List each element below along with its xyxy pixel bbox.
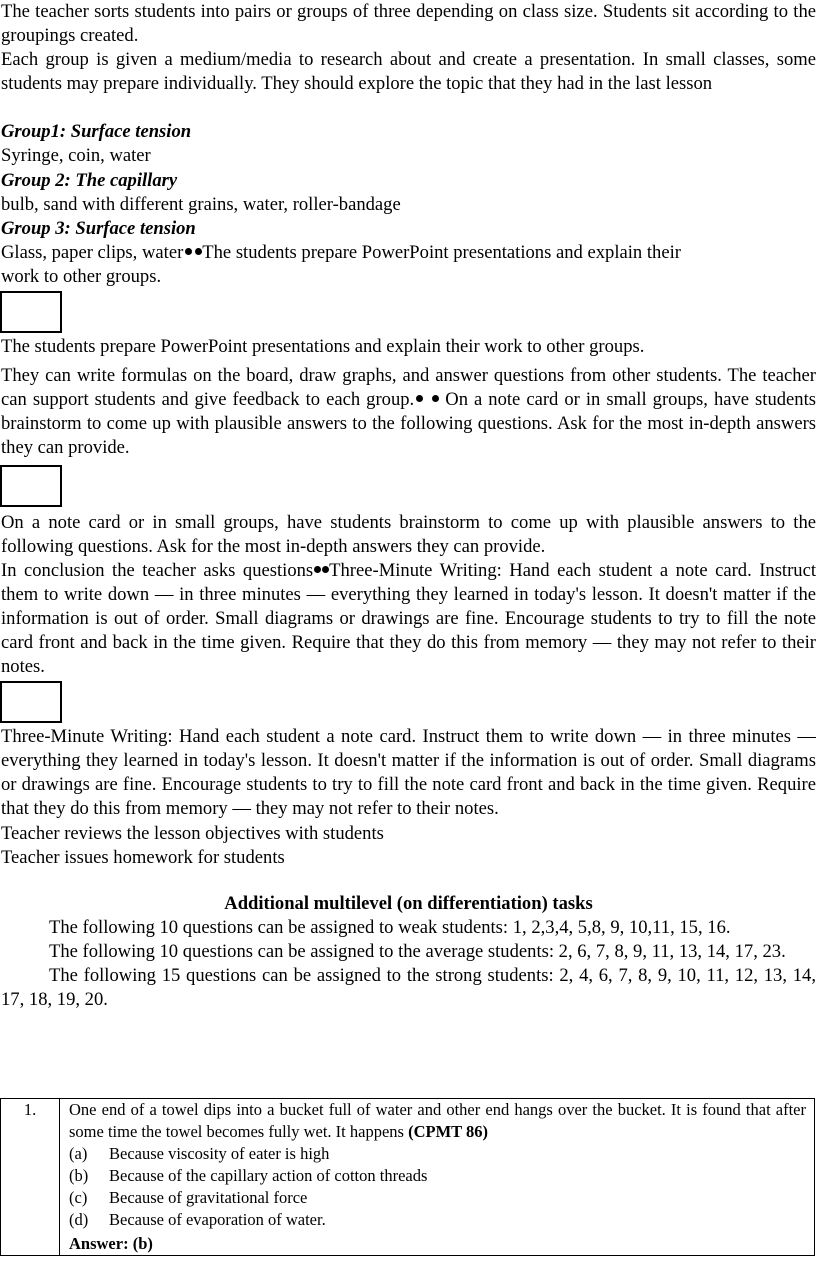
group-3-items: Glass, paper clips, water (1, 241, 184, 263)
table-row (1, 1099, 815, 1256)
answer-line: Answer: (b) (69, 1234, 153, 1253)
step3-paragraph: Three-Minute Writing: Hand each student a note card. Instruct them to write down — in three minutes — everything they learned in today's lesson. It doesn't matter if the information is out of order. Small diagrams or drawings are fine. Encourage students to try to fill the note card front and back in the time given. Require that they do this from memory — they may not refer to their notes. (1, 726, 816, 820)
option-a (69, 1143, 806, 1165)
option-text: Because of gravitational force (109, 1188, 308, 1207)
empty-image-box (0, 465, 62, 507)
group-2-items: bulb, sand with different grains, water, roller-bandage (1, 193, 401, 215)
group-3-items-line (0, 241, 816, 265)
option-text: Because of the capillary action of cotton threads (109, 1166, 428, 1185)
option-c (69, 1187, 806, 1209)
conclusion-a: In conclusion the teacher asks questions (1, 559, 314, 581)
intro-paragraph-2: Each group is given a medium/media to research about and create a presentation. In small classes, some students may prepare individually. They should explore the topic that they had in the last lesson (1, 49, 816, 95)
intro-paragraph-1: The teacher sorts students into pairs or groups of three depending on class size. Students sit according to the groupings created. (1, 1, 816, 47)
option-label: (b) (69, 1166, 89, 1185)
empty-image-box (0, 681, 62, 723)
weak-students-line: The following 10 questions can be assigned to weak students: 1, 2,3,4, 5,8, 9, 10,11, 15, 16. (49, 916, 731, 938)
group-3-tail: The students prepare PowerPoint presentations and explain their (202, 241, 681, 263)
conclusion-paragraph (0, 559, 816, 679)
question-table (0, 1098, 815, 1256)
step2-paragraph: On a note card or in small groups, have students brainstorm to come up with plausible answers to the following questions. Ask for the most in-depth answers they can provide. (1, 511, 816, 557)
option-b (69, 1165, 806, 1187)
question-text-block (69, 1099, 806, 1143)
bullet-icon (416, 395, 423, 402)
question-text: One end of a towel dips into a bucket full of water and other end hangs over the bucket. It is found that after some time the towel becomes fully wet. It happens (69, 1100, 806, 1141)
review-line: Teacher reviews the lesson objectives with students (1, 822, 384, 844)
option-d (69, 1209, 806, 1231)
group-3-tail-line-2: work to other groups. (1, 265, 162, 287)
question-source: (CPMT 86) (408, 1122, 488, 1141)
group-1-items: Syringe, coin, water (1, 145, 151, 167)
question-number: 1. (1, 1099, 60, 1256)
group-1-title: Group1: Surface tension (1, 121, 192, 143)
question-body (60, 1099, 815, 1256)
conclusion-b: Three-Minute Writing: Hand each student a note card. Instruct them to write down — in three minutes — everything they learned in today's lesson. It doesn't matter if the information is out of order. Small diagrams or drawings are fine. Encourage students to try to fill the note card front and back in the time given. Require that they do this from memory — they may not refer to their notes. (1, 559, 816, 678)
additional-heading: Additional multilevel (on differentiation) tasks (224, 892, 593, 914)
homework-line: Teacher issues homework for students (1, 846, 285, 868)
step1-paragraph (0, 364, 816, 460)
bullet-icon (314, 566, 321, 573)
option-label: (c) (69, 1188, 88, 1207)
spacer (0, 96, 816, 120)
step1-paragraph-b: On a note card or in small groups, have students brainstorm to come up with plausible answers to the following questions. Ask for the most in-depth answers they can provide. (1, 389, 816, 459)
empty-image-box (0, 291, 62, 333)
bullet-icon (185, 248, 192, 255)
option-text: Because of evaporation of water. (109, 1210, 326, 1229)
step1-paragraph-a: They can write formulas on the board, draw graphs, and answer questions from other students. The teacher can support students and give feedback to each group. (1, 365, 816, 411)
average-students-line: The following 10 questions can be assigned to the average students: 2, 6, 7, 8, 9, 11, 13, 14, 17, 23. (49, 940, 786, 962)
bullet-icon (432, 395, 439, 402)
option-label: (a) (69, 1144, 88, 1163)
option-label: (d) (69, 1210, 89, 1229)
strong-students-line: The following 15 questions can be assigned to the strong students: 2, 4, 6, 7, 8, 9, 10, 11, 12, 13, 14, 17, 18, 19, 20. (1, 965, 816, 1011)
group-2-title: Group 2: The capillary (1, 169, 178, 191)
option-text: Because viscosity of eater is high (109, 1144, 330, 1163)
spacer (0, 870, 816, 892)
group-3-title: Group 3: Surface tension (1, 217, 196, 239)
step1-line: The students prepare PowerPoint presentations and explain their work to other groups. (1, 336, 645, 358)
